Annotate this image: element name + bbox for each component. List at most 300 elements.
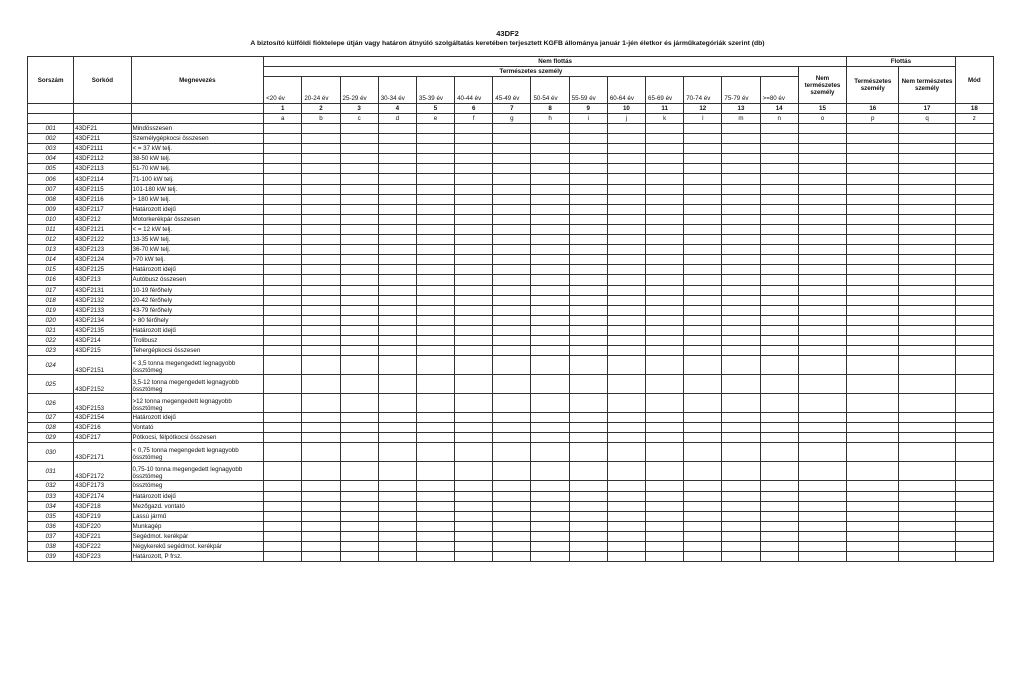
value-cell[interactable] xyxy=(264,144,302,154)
value-cell[interactable] xyxy=(955,124,993,134)
value-cell[interactable] xyxy=(722,235,760,245)
value-cell[interactable] xyxy=(493,184,531,194)
value-cell[interactable] xyxy=(847,144,899,154)
value-cell[interactable] xyxy=(684,375,722,394)
value-cell[interactable] xyxy=(340,174,378,184)
value-cell[interactable] xyxy=(798,394,846,413)
value-cell[interactable] xyxy=(455,255,493,265)
value-cell[interactable] xyxy=(760,194,798,204)
value-cell[interactable] xyxy=(455,481,493,491)
value-cell[interactable] xyxy=(302,164,340,174)
value-cell[interactable] xyxy=(416,265,454,275)
value-cell[interactable] xyxy=(607,521,645,531)
value-cell[interactable] xyxy=(955,224,993,234)
value-cell[interactable] xyxy=(531,413,569,423)
value-cell[interactable] xyxy=(455,194,493,204)
value-cell[interactable] xyxy=(416,164,454,174)
value-cell[interactable] xyxy=(531,315,569,325)
value-cell[interactable] xyxy=(569,275,607,285)
value-cell[interactable] xyxy=(378,462,416,481)
value-cell[interactable] xyxy=(264,423,302,433)
value-cell[interactable] xyxy=(646,255,684,265)
value-cell[interactable] xyxy=(684,255,722,265)
value-cell[interactable] xyxy=(264,335,302,345)
value-cell[interactable] xyxy=(798,305,846,315)
value-cell[interactable] xyxy=(569,346,607,356)
value-cell[interactable] xyxy=(416,144,454,154)
value-cell[interactable] xyxy=(607,394,645,413)
value-cell[interactable] xyxy=(684,194,722,204)
value-cell[interactable] xyxy=(899,184,955,194)
value-cell[interactable] xyxy=(340,265,378,275)
value-cell[interactable] xyxy=(847,511,899,521)
value-cell[interactable] xyxy=(493,285,531,295)
value-cell[interactable] xyxy=(378,375,416,394)
value-cell[interactable] xyxy=(847,154,899,164)
value-cell[interactable] xyxy=(264,295,302,305)
value-cell[interactable] xyxy=(264,245,302,255)
value-cell[interactable] xyxy=(798,375,846,394)
value-cell[interactable] xyxy=(264,356,302,375)
value-cell[interactable] xyxy=(899,491,955,501)
value-cell[interactable] xyxy=(302,443,340,462)
value-cell[interactable] xyxy=(646,511,684,521)
value-cell[interactable] xyxy=(760,552,798,562)
value-cell[interactable] xyxy=(569,305,607,315)
value-cell[interactable] xyxy=(760,224,798,234)
value-cell[interactable] xyxy=(378,305,416,315)
value-cell[interactable] xyxy=(607,531,645,541)
value-cell[interactable] xyxy=(302,255,340,265)
value-cell[interactable] xyxy=(569,481,607,491)
value-cell[interactable] xyxy=(798,433,846,443)
value-cell[interactable] xyxy=(899,194,955,204)
value-cell[interactable] xyxy=(722,134,760,144)
value-cell[interactable] xyxy=(847,394,899,413)
value-cell[interactable] xyxy=(302,265,340,275)
value-cell[interactable] xyxy=(455,413,493,423)
value-cell[interactable] xyxy=(569,462,607,481)
value-cell[interactable] xyxy=(569,265,607,275)
value-cell[interactable] xyxy=(302,204,340,214)
value-cell[interactable] xyxy=(646,154,684,164)
value-cell[interactable] xyxy=(760,124,798,134)
value-cell[interactable] xyxy=(646,443,684,462)
value-cell[interactable] xyxy=(760,443,798,462)
value-cell[interactable] xyxy=(569,235,607,245)
value-cell[interactable] xyxy=(569,255,607,265)
value-cell[interactable] xyxy=(416,413,454,423)
value-cell[interactable] xyxy=(955,305,993,315)
value-cell[interactable] xyxy=(340,531,378,541)
value-cell[interactable] xyxy=(607,154,645,164)
value-cell[interactable] xyxy=(340,413,378,423)
value-cell[interactable] xyxy=(493,124,531,134)
value-cell[interactable] xyxy=(722,462,760,481)
value-cell[interactable] xyxy=(722,433,760,443)
value-cell[interactable] xyxy=(302,433,340,443)
value-cell[interactable] xyxy=(684,481,722,491)
value-cell[interactable] xyxy=(607,423,645,433)
value-cell[interactable] xyxy=(531,154,569,164)
value-cell[interactable] xyxy=(531,542,569,552)
value-cell[interactable] xyxy=(302,224,340,234)
value-cell[interactable] xyxy=(684,552,722,562)
value-cell[interactable] xyxy=(899,164,955,174)
value-cell[interactable] xyxy=(646,375,684,394)
value-cell[interactable] xyxy=(302,375,340,394)
value-cell[interactable] xyxy=(340,214,378,224)
value-cell[interactable] xyxy=(798,174,846,184)
value-cell[interactable] xyxy=(899,154,955,164)
value-cell[interactable] xyxy=(340,325,378,335)
value-cell[interactable] xyxy=(684,214,722,224)
value-cell[interactable] xyxy=(378,315,416,325)
value-cell[interactable] xyxy=(722,325,760,335)
value-cell[interactable] xyxy=(798,315,846,325)
value-cell[interactable] xyxy=(378,144,416,154)
value-cell[interactable] xyxy=(607,346,645,356)
value-cell[interactable] xyxy=(607,491,645,501)
value-cell[interactable] xyxy=(302,235,340,245)
value-cell[interactable] xyxy=(899,204,955,214)
value-cell[interactable] xyxy=(760,295,798,305)
value-cell[interactable] xyxy=(416,204,454,214)
value-cell[interactable] xyxy=(798,154,846,164)
value-cell[interactable] xyxy=(493,235,531,245)
value-cell[interactable] xyxy=(264,491,302,501)
value-cell[interactable] xyxy=(493,275,531,285)
value-cell[interactable] xyxy=(340,335,378,345)
value-cell[interactable] xyxy=(955,164,993,174)
value-cell[interactable] xyxy=(493,356,531,375)
value-cell[interactable] xyxy=(646,295,684,305)
value-cell[interactable] xyxy=(798,531,846,541)
value-cell[interactable] xyxy=(798,413,846,423)
value-cell[interactable] xyxy=(798,245,846,255)
value-cell[interactable] xyxy=(340,542,378,552)
value-cell[interactable] xyxy=(378,481,416,491)
value-cell[interactable] xyxy=(455,346,493,356)
value-cell[interactable] xyxy=(455,531,493,541)
value-cell[interactable] xyxy=(646,521,684,531)
value-cell[interactable] xyxy=(955,134,993,144)
value-cell[interactable] xyxy=(722,491,760,501)
value-cell[interactable] xyxy=(493,462,531,481)
value-cell[interactable] xyxy=(760,542,798,552)
value-cell[interactable] xyxy=(531,134,569,144)
value-cell[interactable] xyxy=(302,531,340,541)
value-cell[interactable] xyxy=(798,443,846,462)
value-cell[interactable] xyxy=(607,552,645,562)
value-cell[interactable] xyxy=(340,443,378,462)
value-cell[interactable] xyxy=(569,375,607,394)
value-cell[interactable] xyxy=(378,552,416,562)
value-cell[interactable] xyxy=(684,204,722,214)
value-cell[interactable] xyxy=(302,275,340,285)
value-cell[interactable] xyxy=(416,194,454,204)
value-cell[interactable] xyxy=(646,224,684,234)
value-cell[interactable] xyxy=(264,462,302,481)
value-cell[interactable] xyxy=(798,204,846,214)
value-cell[interactable] xyxy=(646,315,684,325)
value-cell[interactable] xyxy=(722,356,760,375)
value-cell[interactable] xyxy=(531,194,569,204)
value-cell[interactable] xyxy=(531,285,569,295)
value-cell[interactable] xyxy=(955,245,993,255)
value-cell[interactable] xyxy=(302,511,340,521)
value-cell[interactable] xyxy=(378,295,416,305)
value-cell[interactable] xyxy=(455,285,493,295)
value-cell[interactable] xyxy=(493,144,531,154)
value-cell[interactable] xyxy=(722,265,760,275)
value-cell[interactable] xyxy=(378,134,416,144)
value-cell[interactable] xyxy=(531,235,569,245)
value-cell[interactable] xyxy=(899,501,955,511)
value-cell[interactable] xyxy=(646,335,684,345)
value-cell[interactable] xyxy=(722,174,760,184)
value-cell[interactable] xyxy=(646,235,684,245)
value-cell[interactable] xyxy=(569,204,607,214)
value-cell[interactable] xyxy=(340,481,378,491)
value-cell[interactable] xyxy=(646,184,684,194)
value-cell[interactable] xyxy=(302,154,340,164)
value-cell[interactable] xyxy=(955,204,993,214)
value-cell[interactable] xyxy=(684,124,722,134)
value-cell[interactable] xyxy=(455,433,493,443)
value-cell[interactable] xyxy=(340,394,378,413)
value-cell[interactable] xyxy=(569,356,607,375)
value-cell[interactable] xyxy=(340,245,378,255)
value-cell[interactable] xyxy=(760,413,798,423)
value-cell[interactable] xyxy=(455,462,493,481)
value-cell[interactable] xyxy=(340,501,378,511)
value-cell[interactable] xyxy=(455,265,493,275)
value-cell[interactable] xyxy=(416,305,454,315)
value-cell[interactable] xyxy=(378,501,416,511)
value-cell[interactable] xyxy=(847,214,899,224)
value-cell[interactable] xyxy=(955,285,993,295)
value-cell[interactable] xyxy=(760,335,798,345)
value-cell[interactable] xyxy=(684,275,722,285)
value-cell[interactable] xyxy=(684,356,722,375)
value-cell[interactable] xyxy=(722,245,760,255)
value-cell[interactable] xyxy=(531,552,569,562)
value-cell[interactable] xyxy=(493,325,531,335)
value-cell[interactable] xyxy=(340,462,378,481)
value-cell[interactable] xyxy=(899,335,955,345)
value-cell[interactable] xyxy=(899,144,955,154)
value-cell[interactable] xyxy=(646,174,684,184)
value-cell[interactable] xyxy=(340,356,378,375)
value-cell[interactable] xyxy=(493,214,531,224)
value-cell[interactable] xyxy=(798,552,846,562)
value-cell[interactable] xyxy=(416,335,454,345)
value-cell[interactable] xyxy=(798,511,846,521)
value-cell[interactable] xyxy=(847,194,899,204)
value-cell[interactable] xyxy=(607,214,645,224)
value-cell[interactable] xyxy=(607,194,645,204)
value-cell[interactable] xyxy=(340,275,378,285)
value-cell[interactable] xyxy=(646,144,684,154)
value-cell[interactable] xyxy=(760,164,798,174)
value-cell[interactable] xyxy=(569,501,607,511)
value-cell[interactable] xyxy=(264,275,302,285)
value-cell[interactable] xyxy=(455,394,493,413)
value-cell[interactable] xyxy=(455,154,493,164)
value-cell[interactable] xyxy=(899,295,955,305)
value-cell[interactable] xyxy=(684,154,722,164)
value-cell[interactable] xyxy=(531,184,569,194)
value-cell[interactable] xyxy=(847,265,899,275)
value-cell[interactable] xyxy=(493,423,531,433)
value-cell[interactable] xyxy=(607,501,645,511)
value-cell[interactable] xyxy=(607,235,645,245)
value-cell[interactable] xyxy=(569,511,607,521)
value-cell[interactable] xyxy=(340,184,378,194)
value-cell[interactable] xyxy=(847,433,899,443)
value-cell[interactable] xyxy=(416,184,454,194)
value-cell[interactable] xyxy=(798,285,846,295)
value-cell[interactable] xyxy=(899,285,955,295)
value-cell[interactable] xyxy=(955,375,993,394)
value-cell[interactable] xyxy=(531,531,569,541)
value-cell[interactable] xyxy=(899,275,955,285)
value-cell[interactable] xyxy=(798,423,846,433)
value-cell[interactable] xyxy=(798,235,846,245)
value-cell[interactable] xyxy=(722,285,760,295)
value-cell[interactable] xyxy=(340,521,378,531)
value-cell[interactable] xyxy=(416,394,454,413)
value-cell[interactable] xyxy=(378,521,416,531)
value-cell[interactable] xyxy=(340,235,378,245)
value-cell[interactable] xyxy=(955,315,993,325)
value-cell[interactable] xyxy=(760,346,798,356)
value-cell[interactable] xyxy=(684,423,722,433)
value-cell[interactable] xyxy=(722,305,760,315)
value-cell[interactable] xyxy=(899,134,955,144)
value-cell[interactable] xyxy=(455,315,493,325)
value-cell[interactable] xyxy=(264,164,302,174)
value-cell[interactable] xyxy=(847,204,899,214)
value-cell[interactable] xyxy=(684,542,722,552)
value-cell[interactable] xyxy=(722,413,760,423)
value-cell[interactable] xyxy=(955,335,993,345)
value-cell[interactable] xyxy=(847,255,899,265)
value-cell[interactable] xyxy=(607,144,645,154)
value-cell[interactable] xyxy=(722,144,760,154)
value-cell[interactable] xyxy=(416,315,454,325)
value-cell[interactable] xyxy=(493,481,531,491)
value-cell[interactable] xyxy=(722,394,760,413)
value-cell[interactable] xyxy=(760,255,798,265)
value-cell[interactable] xyxy=(899,124,955,134)
value-cell[interactable] xyxy=(955,443,993,462)
value-cell[interactable] xyxy=(493,255,531,265)
value-cell[interactable] xyxy=(302,144,340,154)
value-cell[interactable] xyxy=(302,552,340,562)
value-cell[interactable] xyxy=(569,174,607,184)
value-cell[interactable] xyxy=(569,245,607,255)
value-cell[interactable] xyxy=(760,511,798,521)
value-cell[interactable] xyxy=(455,224,493,234)
value-cell[interactable] xyxy=(378,204,416,214)
value-cell[interactable] xyxy=(569,413,607,423)
value-cell[interactable] xyxy=(646,356,684,375)
value-cell[interactable] xyxy=(340,134,378,144)
value-cell[interactable] xyxy=(798,265,846,275)
value-cell[interactable] xyxy=(378,224,416,234)
value-cell[interactable] xyxy=(847,552,899,562)
value-cell[interactable] xyxy=(760,315,798,325)
value-cell[interactable] xyxy=(684,224,722,234)
value-cell[interactable] xyxy=(416,134,454,144)
value-cell[interactable] xyxy=(569,295,607,305)
value-cell[interactable] xyxy=(378,325,416,335)
value-cell[interactable] xyxy=(264,413,302,423)
value-cell[interactable] xyxy=(264,224,302,234)
value-cell[interactable] xyxy=(302,356,340,375)
value-cell[interactable] xyxy=(455,542,493,552)
value-cell[interactable] xyxy=(847,531,899,541)
value-cell[interactable] xyxy=(264,255,302,265)
value-cell[interactable] xyxy=(760,356,798,375)
value-cell[interactable] xyxy=(722,255,760,265)
value-cell[interactable] xyxy=(416,356,454,375)
value-cell[interactable] xyxy=(899,462,955,481)
value-cell[interactable] xyxy=(798,481,846,491)
value-cell[interactable] xyxy=(569,552,607,562)
value-cell[interactable] xyxy=(455,275,493,285)
value-cell[interactable] xyxy=(493,491,531,501)
value-cell[interactable] xyxy=(340,204,378,214)
value-cell[interactable] xyxy=(531,521,569,531)
value-cell[interactable] xyxy=(899,224,955,234)
value-cell[interactable] xyxy=(569,315,607,325)
value-cell[interactable] xyxy=(378,174,416,184)
value-cell[interactable] xyxy=(264,174,302,184)
value-cell[interactable] xyxy=(899,413,955,423)
value-cell[interactable] xyxy=(416,542,454,552)
value-cell[interactable] xyxy=(760,174,798,184)
value-cell[interactable] xyxy=(302,245,340,255)
value-cell[interactable] xyxy=(760,375,798,394)
value-cell[interactable] xyxy=(847,346,899,356)
value-cell[interactable] xyxy=(847,501,899,511)
value-cell[interactable] xyxy=(264,124,302,134)
value-cell[interactable] xyxy=(302,335,340,345)
value-cell[interactable] xyxy=(646,214,684,224)
value-cell[interactable] xyxy=(847,275,899,285)
value-cell[interactable] xyxy=(607,174,645,184)
value-cell[interactable] xyxy=(847,315,899,325)
value-cell[interactable] xyxy=(722,346,760,356)
value-cell[interactable] xyxy=(722,481,760,491)
value-cell[interactable] xyxy=(684,144,722,154)
value-cell[interactable] xyxy=(847,325,899,335)
value-cell[interactable] xyxy=(760,462,798,481)
value-cell[interactable] xyxy=(493,542,531,552)
value-cell[interactable] xyxy=(264,214,302,224)
value-cell[interactable] xyxy=(264,481,302,491)
value-cell[interactable] xyxy=(340,423,378,433)
value-cell[interactable] xyxy=(760,214,798,224)
value-cell[interactable] xyxy=(798,491,846,501)
value-cell[interactable] xyxy=(760,423,798,433)
value-cell[interactable] xyxy=(607,356,645,375)
value-cell[interactable] xyxy=(264,285,302,295)
value-cell[interactable] xyxy=(302,134,340,144)
